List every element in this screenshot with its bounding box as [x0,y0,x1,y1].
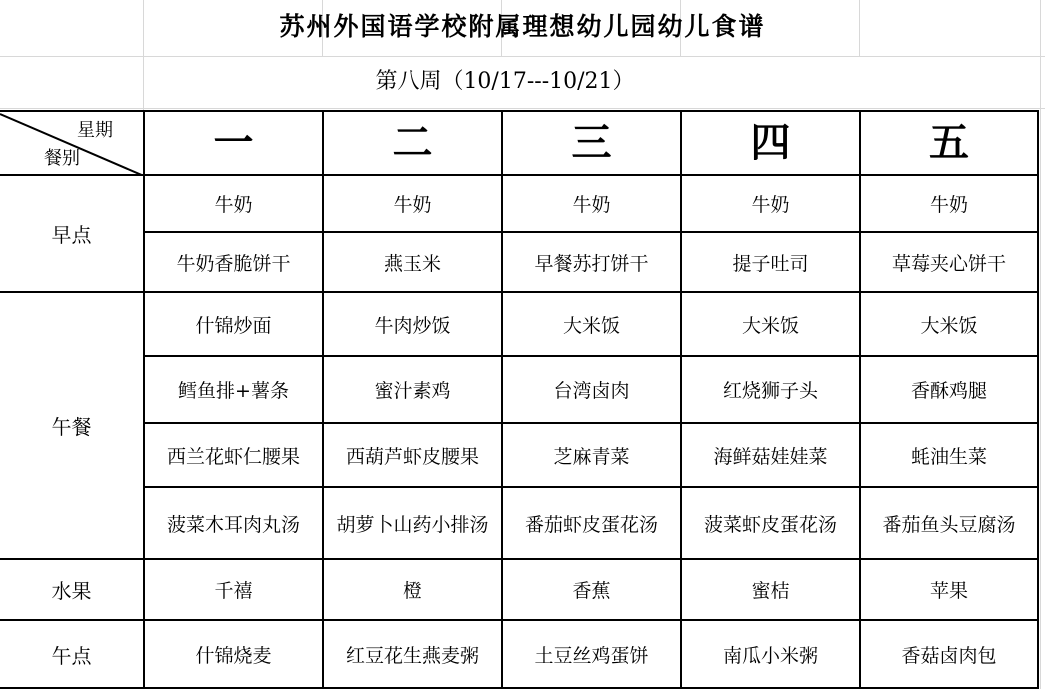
table-row [0,559,1038,620]
menu-cell: 牛奶 [144,175,323,232]
table-row [0,292,1038,356]
weekday-label: 星期 [77,120,113,141]
menu-cell: 红烧狮子头 [681,356,860,423]
menu-cell: 西葫芦虾皮腰果 [323,423,502,487]
category-lunch: 午餐 [0,292,144,559]
menu-cell: 什锦炒面 [144,292,323,356]
menu-cell: 草莓夹心饼干 [860,232,1038,292]
page-title: 苏州外国语学校附属理想幼儿园幼儿食谱 [279,12,766,41]
menu-cell: 什锦烧麦 [144,620,323,688]
table-row [0,620,1038,688]
menu-cell: 牛肉炒饭 [323,292,502,356]
menu-cell: 胡萝卜山药小排汤 [323,487,502,559]
category-afternoon-snack: 午点 [0,620,144,688]
menu-cell: 早餐苏打饼干 [502,232,681,292]
menu-cell: 橙 [323,559,502,620]
week-subtitle: 第八周（10/17---10/21） [375,69,635,94]
menu-cell: 番茄鱼头豆腐汤 [860,487,1038,559]
day-header-fri: 五 [860,111,1038,175]
category-fruit: 水果 [0,559,144,620]
day-header-tue: 二 [323,111,502,175]
table-row [0,487,1038,559]
menu-cell: 牛奶 [502,175,681,232]
menu-cell: 香蕉 [502,559,681,620]
menu-cell: 红豆花生燕麦粥 [323,620,502,688]
menu-cell: 蜜汁素鸡 [323,356,502,423]
day-header-wed: 三 [502,111,681,175]
menu-cell: 鳕鱼排+薯条 [144,356,323,423]
menu-cell: 土豆丝鸡蛋饼 [502,620,681,688]
day-header-mon: 一 [144,111,323,175]
menu-cell: 燕玉米 [323,232,502,292]
menu-cell: 牛奶香脆饼干 [144,232,323,292]
table-row [0,356,1038,423]
menu-cell: 大米饭 [860,292,1038,356]
menu-cell: 番茄虾皮蛋花汤 [502,487,681,559]
menu-cell: 蚝油生菜 [860,423,1038,487]
menu-cell: 大米饭 [681,292,860,356]
menu-cell: 台湾卤肉 [502,356,681,423]
menu-cell: 西兰花虾仁腰果 [144,423,323,487]
corner-header-cell [0,111,144,175]
menu-cell: 牛奶 [323,175,502,232]
menu-cell: 海鲜菇娃娃菜 [681,423,860,487]
menu-cell: 苹果 [860,559,1038,620]
menu-cell: 香菇卤肉包 [860,620,1038,688]
menu-cell: 提子吐司 [681,232,860,292]
menu-cell: 菠菜木耳肉丸汤 [144,487,323,559]
table-row [0,232,1038,292]
table-row [0,175,1038,232]
menu-cell: 牛奶 [681,175,860,232]
menu-cell: 南瓜小米粥 [681,620,860,688]
menu-cell: 芝麻青菜 [502,423,681,487]
menu-cell: 大米饭 [502,292,681,356]
menu-table [0,110,1039,689]
table-row [0,423,1038,487]
menu-cell: 千禧 [144,559,323,620]
category-breakfast: 早点 [0,175,144,292]
menu-cell: 蜜桔 [681,559,860,620]
header-row [0,111,1038,175]
day-header-thu: 四 [681,111,860,175]
menu-cell: 菠菜虾皮蛋花汤 [681,487,860,559]
meal-type-label: 餐别 [44,148,80,169]
menu-cell: 牛奶 [860,175,1038,232]
menu-cell: 香酥鸡腿 [860,356,1038,423]
